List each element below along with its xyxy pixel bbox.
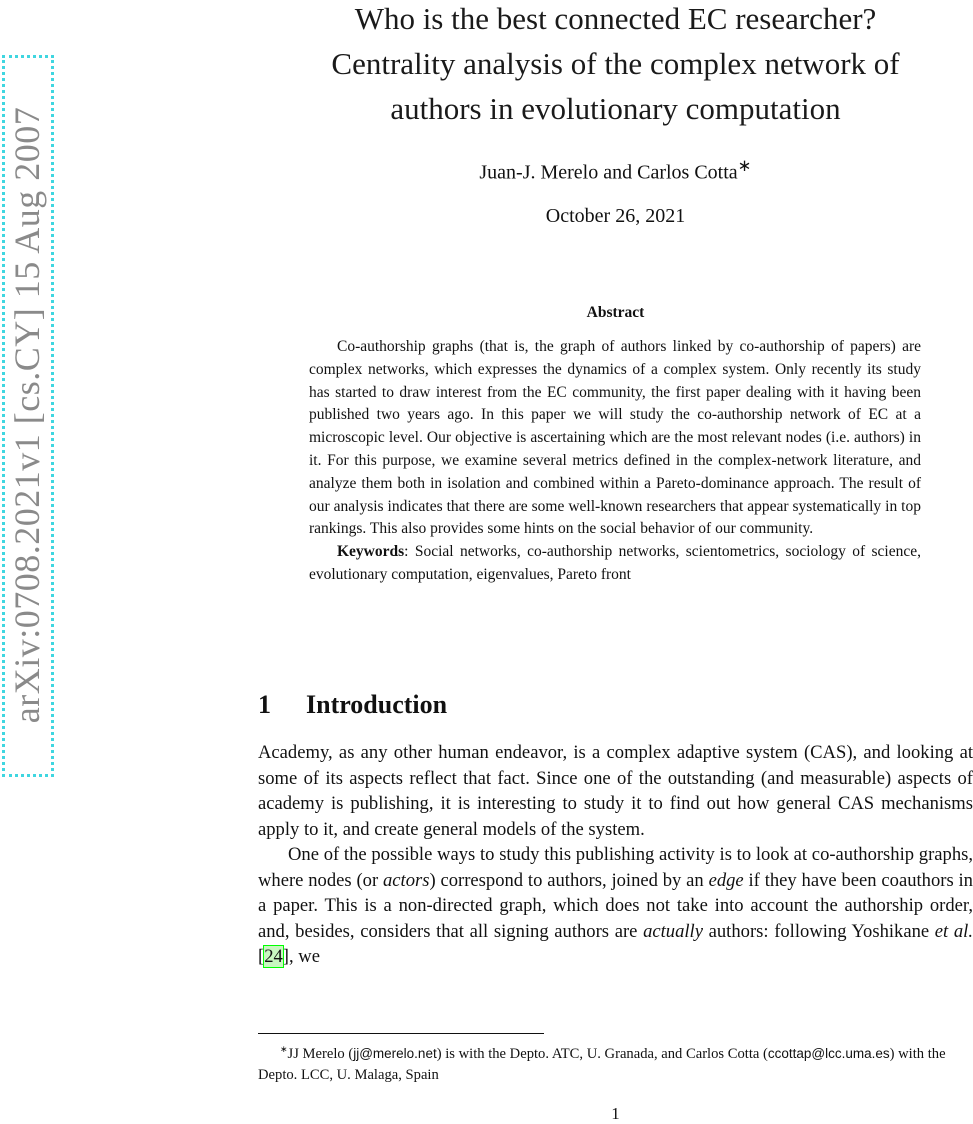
arxiv-identifier[interactable]: arXiv:0708.2021v1 [cs.CY] 15 Aug 2007 xyxy=(7,106,47,724)
author-names: Juan-J. Merelo and Carlos Cotta xyxy=(479,161,738,184)
footnote-text: JJ Merelo ( xyxy=(287,1045,354,1062)
section-title: Introduction xyxy=(306,690,448,719)
text-run: if they have been coauthors in a paper. This is a non-directed graph, which does not take into account the authorship order, and, besides, considers that all signing authors are xyxy=(258,869,973,942)
footnote-text: ) is with the Depto. ATC, U. Granada, and Carlos Cotta ( xyxy=(436,1045,768,1062)
abstract-body: Co-authorship graphs (that is, the graph of authors linked by co-authorship of papers) are complex networks, which expresses the dynamics of a complex system. Only recently its study has started to draw interest from the EC community, the first paper dealing with it having been published two years ago. In this paper we will study the co-authorship network of EC at a microscopic level. Our objective is ascertaining which are the most relevant nodes (i.e. authors) in it. For this purpose, we examine several metrics defined in the complex-network literature, and analyze them both in isolation and combined within a Pareto-dominance approach. The result of our analysis indicates that there are some well-known researchers that appear systematically in top rankings. This also provides some hints on the social behavior of our community. xyxy=(309,338,921,538)
title-line-2: Centrality analysis of the complex network of xyxy=(331,46,900,81)
author-list xyxy=(258,156,973,185)
emphasis-et-al: et al. xyxy=(934,920,973,942)
section-number: 1 xyxy=(258,690,271,719)
emphasis-actually: actually xyxy=(643,920,703,942)
keywords-paragraph xyxy=(309,541,921,587)
keywords-label: Keywords xyxy=(337,543,405,561)
abstract-block xyxy=(309,336,921,587)
introduction-text xyxy=(258,740,973,970)
intro-paragraph-2 xyxy=(258,842,973,970)
emphasis-actors: actors xyxy=(382,869,430,891)
email-link-cotta[interactable]: ccottap@lcc.uma.es xyxy=(767,1045,890,1061)
section-heading xyxy=(258,690,447,720)
citation-link[interactable]: 24 xyxy=(264,946,283,967)
text-run: ], we xyxy=(282,946,320,967)
footnote xyxy=(258,1039,973,1086)
text-run: [ xyxy=(258,946,265,967)
text-run: authors: following Yoshikane xyxy=(702,920,935,942)
email-link-merelo[interactable]: jj@merelo.net xyxy=(353,1045,437,1061)
title-line-1: Who is the best connected EC researcher? xyxy=(354,1,877,36)
author-footnote-mark[interactable]: ∗ xyxy=(737,156,752,175)
text-run: ) correspond to authors, joined by an xyxy=(429,869,709,891)
text-run: One of the possible ways to study this publishing activity is to look at co-authorship graphs, where nodes (or xyxy=(258,844,973,891)
footnote-text: ) with the Depto. LCC, U. Malaga, Spain xyxy=(258,1045,946,1083)
emphasis-edge: edge xyxy=(708,869,744,891)
paper-title xyxy=(258,0,973,131)
page-number: 1 xyxy=(611,1104,620,1123)
keywords-list: : Social networks, co-authorship networks, scientometrics, sociology of science, evolutionary computation, eigenvalues, Pareto front xyxy=(309,543,921,583)
footnote-mark: ∗ xyxy=(280,1044,288,1054)
paper-date: October 26, 2021 xyxy=(545,205,686,227)
title-line-3: authors in evolutionary computation xyxy=(390,91,841,126)
footnote-rule xyxy=(258,1033,544,1034)
intro-paragraph-1: Academy, as any other human endeavor, is a complex adaptive system (CAS), and looking at some of its aspects reflect that fact. Since one of the outstanding (and measurable) aspects of academy is publishing, it is interesting to study it to find out how general CAS mechanisms apply to it, and create general models of the system. xyxy=(258,742,973,840)
abstract-heading: Abstract xyxy=(586,304,645,321)
